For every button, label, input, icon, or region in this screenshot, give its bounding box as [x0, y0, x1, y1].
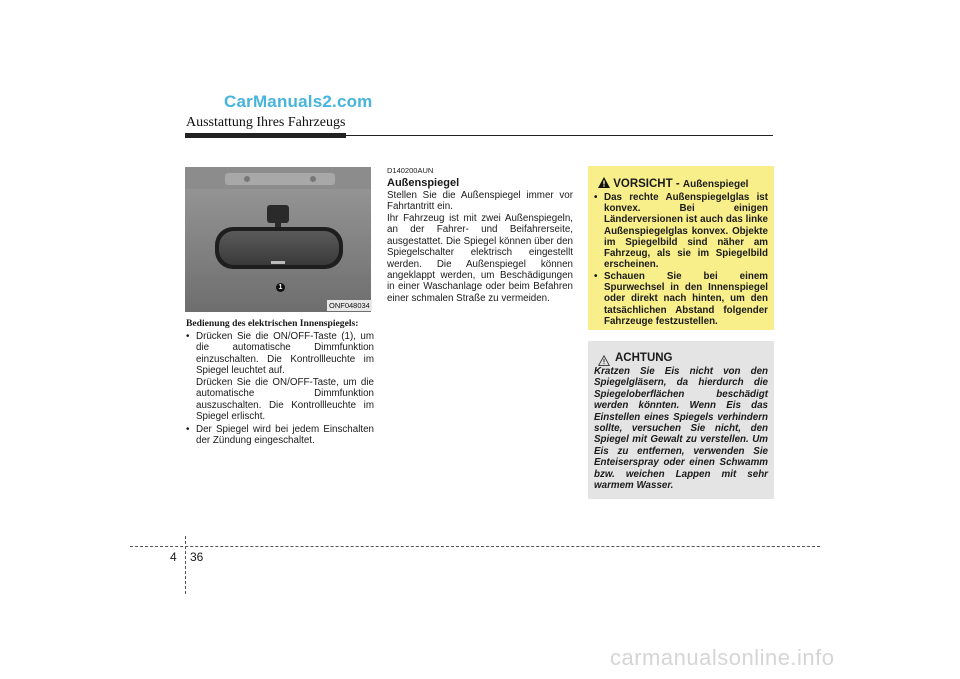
bullet-dot: • [594, 192, 598, 203]
bullet-item [186, 424, 374, 447]
page-number: 36 [190, 550, 204, 564]
warning-label: VORSICHT - [613, 178, 680, 190]
footer-rule [130, 546, 820, 547]
body-paragraph: Stellen Sie die Außenspiegel immer vor Fahrtantritt ein. [387, 190, 573, 213]
warning-sublabel: Außenspiegel [682, 179, 749, 190]
warning-item-text: Das rechte Außenspiegelglas ist konvex. Bei einigen Länderversionen ist auch das linke Außenspiegelglas konvex. Objekte im Spiegelbild sind näher am Fahrzeug, als sie im Spiegelbild erscheinen. [604, 192, 768, 271]
section-title: Bedienung des elektrischen Innenspiegels: [186, 318, 359, 329]
section-number: 4 [170, 550, 177, 564]
bullet-dot: • [594, 271, 598, 282]
watermark-logo: CarManuals2.com [224, 92, 373, 111]
bullet-item [186, 331, 374, 377]
body-paragraph: Ihr Fahrzeug ist mit zwei Außenspiegeln, an der Fahrer- und Beifahrerseite, ausgestattet. Die Spiegel können über den Spiegelschalter elektrisch eingestellt werden. Die Außenspiegel können angeklappt werden, um Beschädigungen in einer Waschanlage oder beim Befahren einer schmalen Straße zu vermeiden. [387, 213, 573, 304]
bullet-text: Drücken Sie die ON/OFF-Taste (1), um die automatische Dimmfunktion einzuschalten. Die Kontrollleuchte im Spiegel leuchtet auf. [196, 331, 374, 377]
warning-title [598, 177, 748, 190]
section-heading: Außenspiegel [387, 177, 460, 189]
photo-code: ONF048034 [329, 301, 370, 310]
bullet-text: Der Spiegel wird bei jedem Einschalten der Zündung eingeschaltet. [196, 424, 374, 447]
caution-title: ACHTUNG [615, 352, 673, 364]
header-rule-line [346, 135, 773, 136]
indent-paragraph: Drücken Sie die ON/OFF-Taste, um die automatische Dimmfunktion auszuschalten. Die Kontrollleuchte im Spiegel erlischt. [196, 377, 374, 423]
warning-item-text: Schauen Sie bei einem Spurwechsel in den Innenspiegel oder direkt nach hinten, um den tatsächlichen Abstand folgender Fahrzeuge festzustellen. [604, 271, 768, 327]
warning-item [594, 271, 768, 327]
callout-marker: 1 [276, 283, 285, 292]
warning-triangle-icon [598, 177, 610, 188]
page-header-title: Ausstattung Ihres Fahrzeugs [186, 115, 346, 130]
warning-item [594, 192, 768, 270]
header-rule [185, 133, 346, 138]
section-code: D140200AUN [387, 166, 434, 175]
caution-text: Kratzen Sie Eis nicht von den Spiegelgläsern, da hierdurch die Spiegeloberflächen beschädigt werden könnten. Wenn Eis das Einstellen eines Spiegels verhindern sollte, versuchen Sie nicht, den Spiegel mit Gewalt zu verstellen. Um Eis zu entfernen, verwenden Sie Enteiserspray oder einen Schwamm bzw. weichen Lappen mit sehr warmem Wasser. [594, 366, 768, 492]
bullet-dot: • [186, 331, 190, 342]
bullet-dot: • [186, 424, 190, 435]
footer-watermark: carmanualsonline.info [610, 645, 835, 670]
footer-divider [185, 536, 186, 594]
